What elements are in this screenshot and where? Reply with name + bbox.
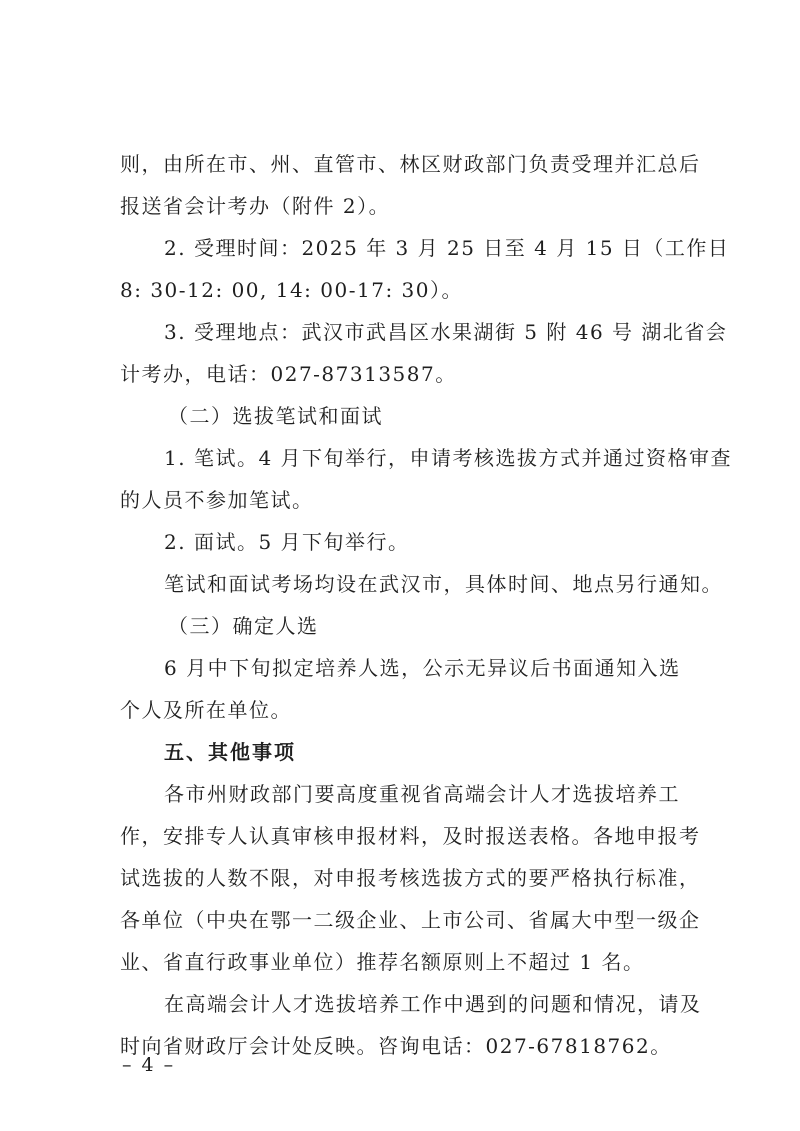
paragraph-line: 各市州财政部门要高度重视省高端会计人才选拔培养工 [164, 782, 680, 806]
paragraph-line: 2. 面试。5 月下旬举行。 [164, 530, 410, 554]
paragraph-line: 各单位（中央在鄂一二级企业、上市公司、省属大中型一级企 [120, 908, 701, 932]
paragraph-line: 1. 笔试。4 月下旬举行，申请考核选拔方式并通过资格审查 [164, 446, 733, 470]
section-heading: 五、其他事项 [164, 740, 296, 764]
paragraph-line: 个人及所在单位。 [120, 698, 292, 722]
paragraph-line: 则，由所在市、州、直管市、林区财政部门负责受理并汇总后 [120, 152, 701, 176]
paragraph-line: 报送省会计考办（附件 2）。 [120, 194, 391, 218]
paragraph-line: 2. 受理时间：2025 年 3 月 25 日至 4 月 15 日（工作日 [164, 236, 730, 260]
paragraph-line: 试选拔的人数不限，对申报考核选拔方式的要严格执行标准， [120, 866, 701, 890]
paragraph-line: 时向省财政厅会计处反映。咨询电话：027-67818762。 [120, 1034, 672, 1058]
paragraph-line: 在高端会计人才选拔培养工作中遇到的问题和情况，请及 [164, 992, 702, 1016]
paragraph-line: 计考办，电话：027-87313587。 [120, 362, 457, 386]
paragraph-line: 的人员不参加笔试。 [120, 488, 314, 512]
paragraph-line: 笔试和面试考场均设在武汉市，具体时间、地点另行通知。 [164, 572, 723, 596]
page-number: – 4 – [122, 1054, 176, 1076]
paragraph-line: 8: 30-12: 00, 14: 00-17: 30）。 [120, 278, 463, 302]
paragraph-line: 业、省直行政事业单位）推荐名额原则上不超过 1 名。 [120, 950, 645, 974]
subsection-heading: （三）确定人选 [168, 614, 319, 638]
subsection-heading: （二）选拔笔试和面试 [168, 404, 383, 428]
paragraph-line: 6 月中下旬拟定培养人选，公示无异议后书面通知入选 [164, 656, 681, 680]
paragraph-line: 3. 受理地点：武汉市武昌区水果湖街 5 附 46 号 湖北省会 [164, 320, 728, 344]
paragraph-line: 作，安排专人认真审核申报材料，及时报送表格。各地申报考 [120, 824, 701, 848]
